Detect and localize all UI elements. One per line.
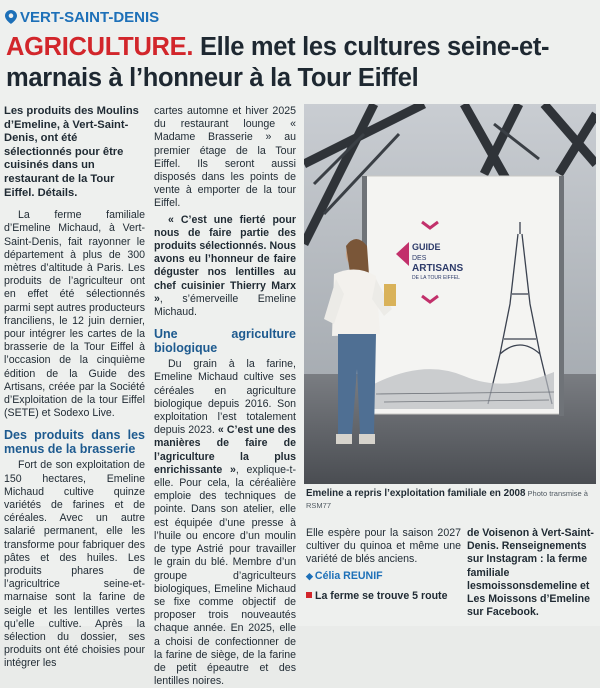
quote-paragraph — [154, 214, 296, 320]
column-4 — [467, 527, 597, 619]
bullet-square-icon — [306, 592, 312, 598]
column-2 — [154, 105, 296, 688]
article-photo — [304, 104, 596, 484]
paragraph: Elle espère pour la saison 2027 cultiver du quinoa et même une variété de blés anciens. — [306, 527, 461, 566]
headline-tag: AGRICULTURE. — [6, 33, 194, 61]
photo-caption — [306, 488, 596, 512]
subheading: Des produits dans les menus de la brasserie — [4, 428, 145, 457]
article-headline — [6, 32, 596, 94]
text-run: Du grain à la farine, Emeline Michaud cultive ses céréales en agriculture biologique depuis 2016. Son exploitation l’est totalement depuis 2023. — [154, 358, 296, 437]
paragraph: cartes automne et hiver 2025 du restaurant lounge « Madame Brasserie » au premier étage de la Tour Eiffel. Ils seront aussi disposés dans les points de vente à emporter de la tour Eiffel. — [154, 105, 296, 210]
column-3 — [306, 527, 461, 603]
article-lead: Les produits des Moulins d’Emeline, à Vert-Saint-Denis, ont été sélectionnés pour être cuisinés dans un restaurant de la Tour Eiffel. Détails. — [4, 105, 139, 199]
banner-line: GUIDE — [412, 242, 441, 252]
subheading: Une agriculture biologique — [154, 327, 296, 356]
caption-text: Emeline a repris l’exploitation familiale en 2008 — [306, 488, 526, 499]
quote: « C’est une fierté pour nous de faire partie des produits sélectionnés. Nous avons eu l’honneur de faire déguster nos lentilles au chef cuisinier Thierry Marx » — [154, 213, 296, 305]
photo-illustration — [304, 104, 596, 484]
paragraph: Fort de son exploitation de 150 hectares, Emeline Michaud cultive quinze variétés de farines et de céréales. Avec un autre salarié permanent, elle les transforme pour fabriquer des pâtes et des huiles. Les produits phares de l’agricultrice seine-et-marnaise sont la farine de seigle et les lentilles vertes qu’elle cultive. Après la sélection du dossier, ses produits ont été choisies pour intégrer les — [4, 459, 145, 670]
text-run: , explique-t-elle. Pour cela, la céréalière emploie des techniques de pointe. Dans son atelier, elle est équipée d’une presse à l’huile ou encore d’un moulin de type Astrié pour travailler le grain du blé. Membre d’un groupe d’agriculteurs biologiques, Emeline Michaud se fixe comme objectif de proposer trois nouveautés chaque année. En 2025, elle a choisi de confectionner de la farine de siège, de la farine de petit épeautre et des lentilles noires. — [154, 463, 296, 688]
location-pin-icon — [5, 10, 17, 24]
section-kicker — [5, 9, 159, 26]
paragraph: La ferme familiale d’Emeline Michaud, à Vert-Saint-Denis, fait rayonner le département à plus de 300 mètres d’altitude à Paris. Les produits de l’agriculteur ont en effet été sélectionnés parmi sept autres producteurs franciliens, le 12 juin dernier, pour intégrer les cartes de la brasserie de la Tour Eiffel à l’occasion de la cinquième édition de la Guide des Artisans, créée par la Société d’Exploitation de la tour Eiffel (SETE) et Sodexo Live. — [4, 209, 145, 420]
banner-line: ARTISANS — [412, 263, 464, 274]
kicker-text: VERT-SAINT-DENIS — [20, 9, 160, 26]
quote-attribution: , s’émerveille Emeline Michaud. — [154, 292, 296, 319]
author-name: Célia REUNIF — [314, 569, 383, 582]
info-note — [306, 590, 461, 603]
banner-line: DE LA TOUR EIFFEL — [412, 275, 460, 281]
headline-text: Elle met les cultures seine-et-marnais à l’honneur à la Tour Eiffel — [6, 33, 550, 92]
author-line — [306, 570, 461, 583]
photo-credit: Photo transmise à RSM77 — [306, 489, 588, 510]
column-1 — [4, 105, 145, 671]
quote: « C’est une des manières de faire de l’agriculture la plus enrichissante » — [154, 424, 296, 476]
author-marker-icon: ◆ — [306, 570, 313, 581]
banner-line: DES — [412, 255, 427, 262]
info-continuation: de Voisenon à Vert-Saint-Denis. Renseignements sur Instagram : la ferme familiale lesmoissonsdemeline et Les Moissons d’Emeline sur Facebook. — [467, 527, 594, 619]
info-text: La ferme se trouve 5 route — [315, 589, 448, 602]
paragraph — [154, 358, 296, 688]
